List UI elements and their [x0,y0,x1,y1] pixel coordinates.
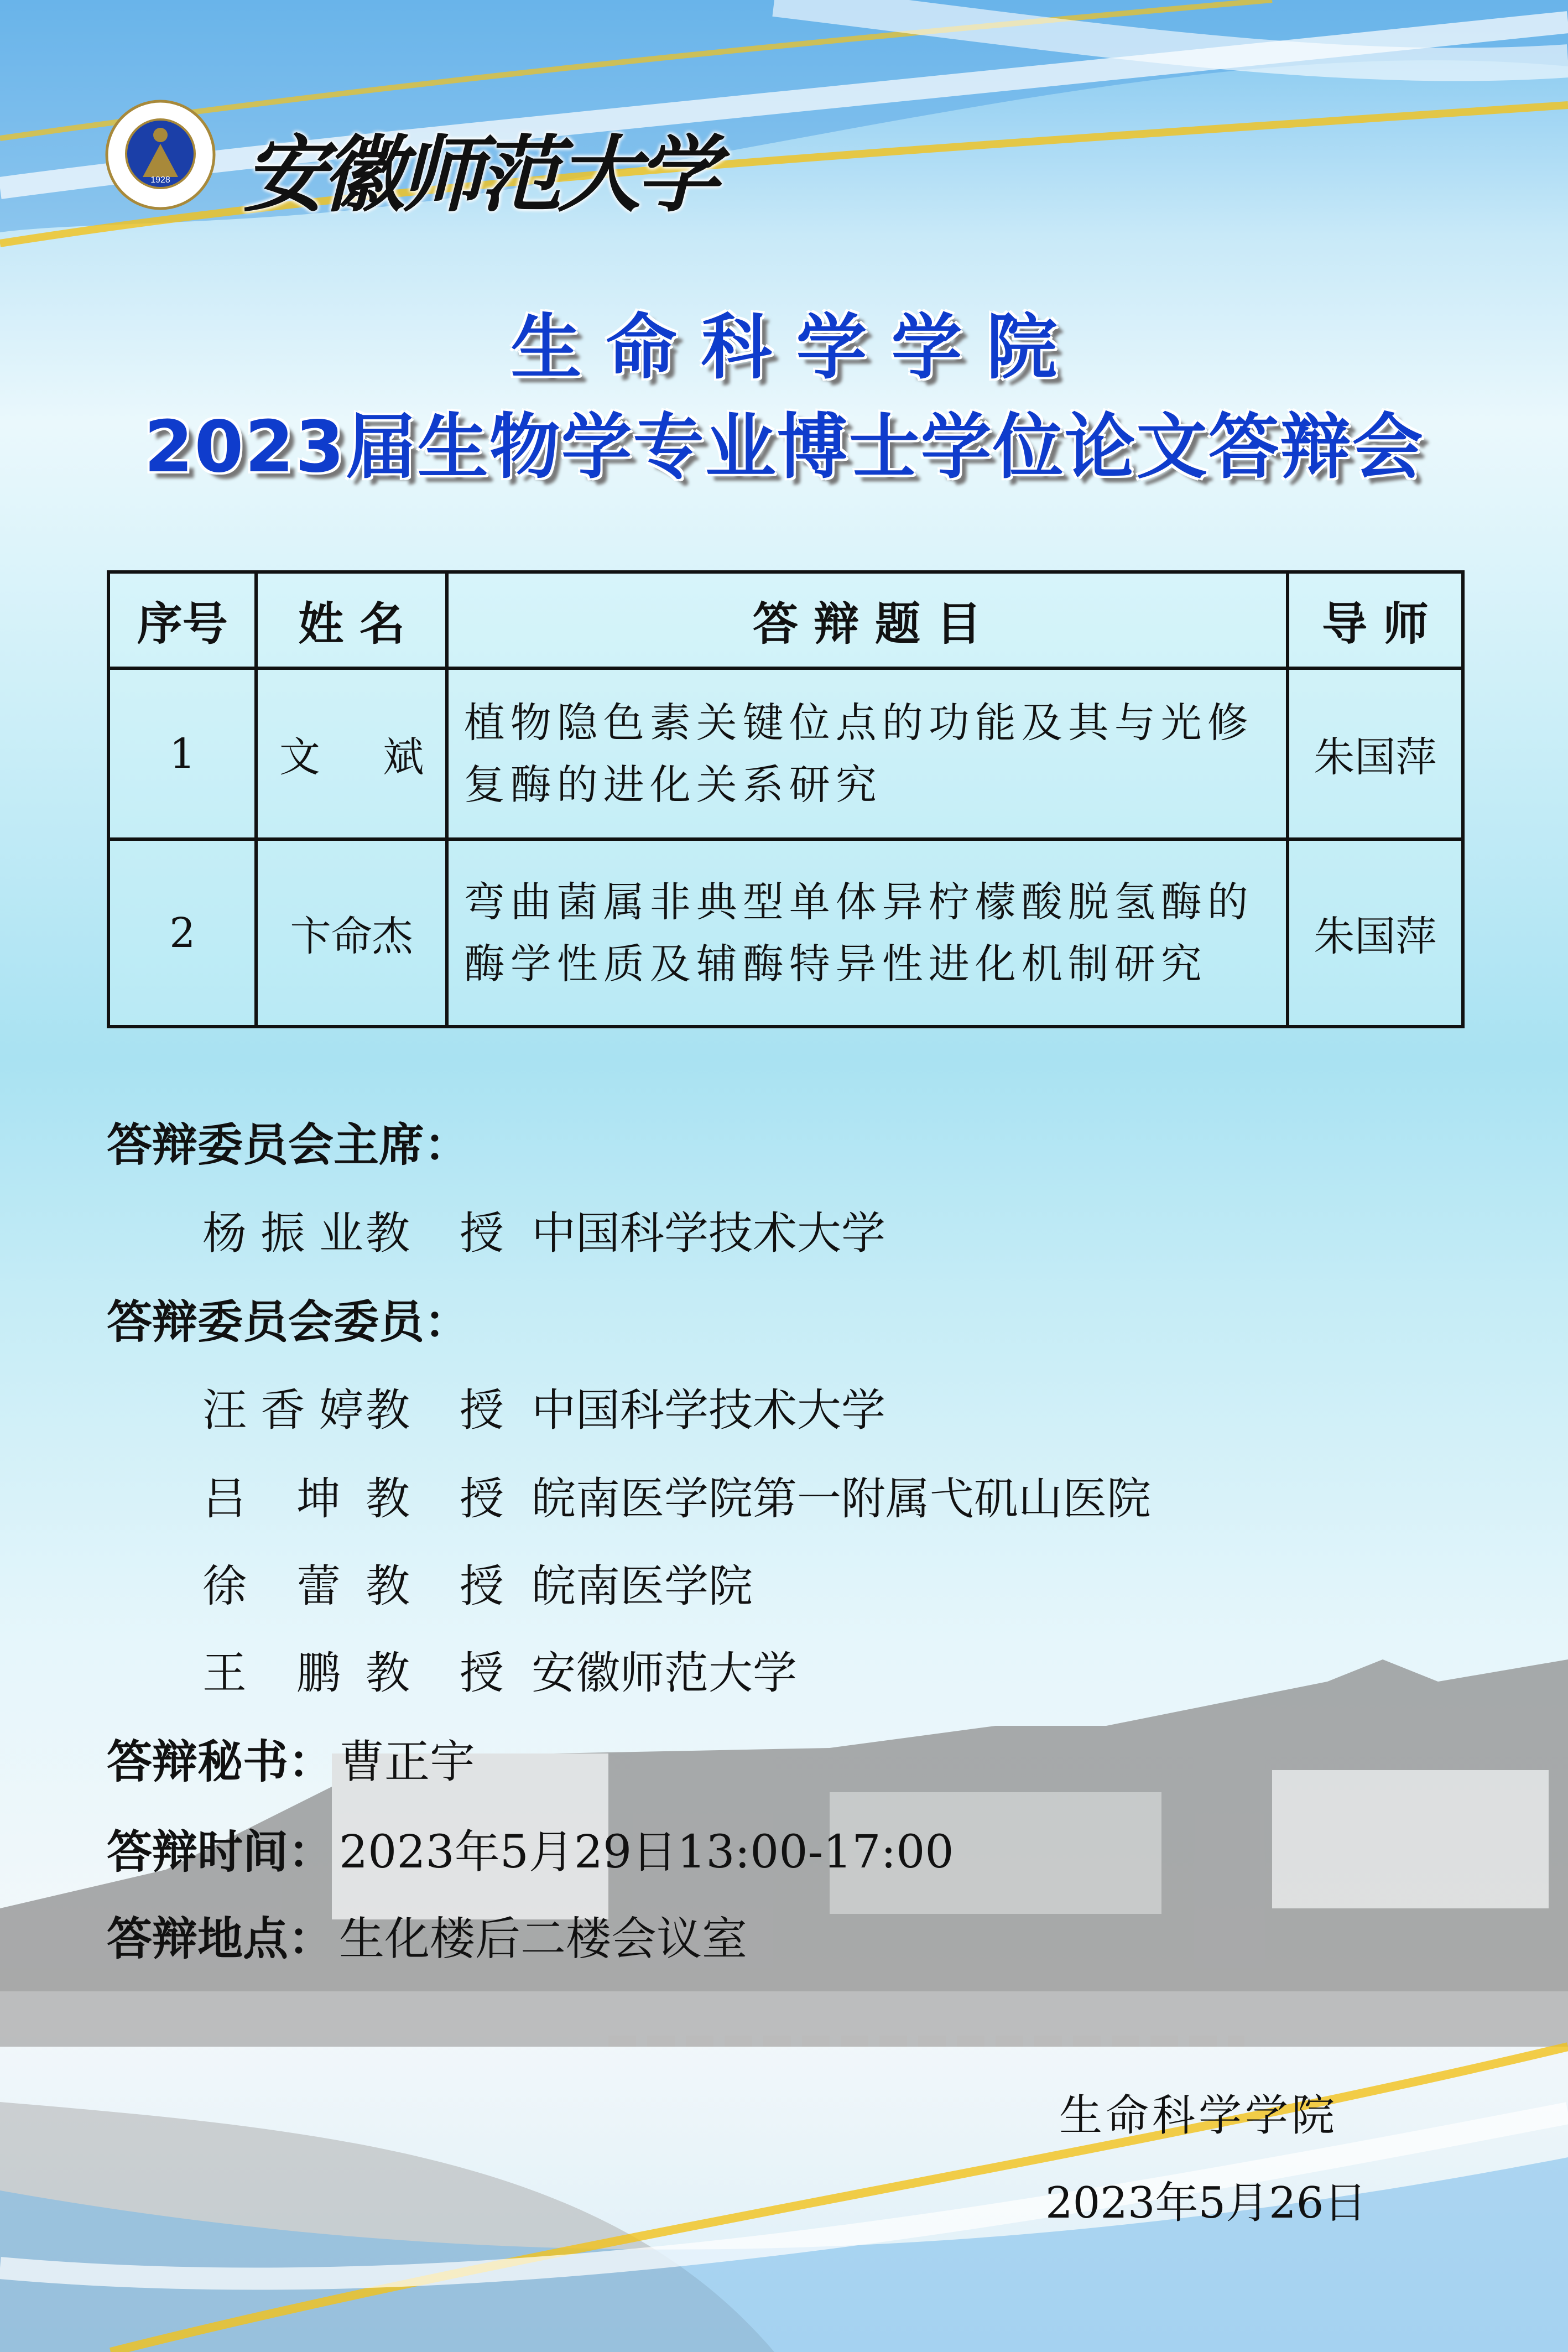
member-org: 皖南医学院 [532,1560,753,1612]
member-name: 吕 坤 [202,1473,341,1524]
chair-entry [202,1198,885,1261]
table-row [108,668,1463,839]
members-label: 答辩委员会委员： [107,1296,470,1349]
member-org: 中国科学技术大学 [532,1385,885,1436]
member-org: 中国科学技术大学 [532,1208,885,1259]
university-seal-logo [105,100,216,210]
cell-topic: 植物隐色素关键位点的功能及其与光修复酶的进化关系研究 [447,668,1288,839]
member-name: 杨 振 业 [202,1208,363,1259]
member-name: 徐 蕾 [202,1560,341,1612]
member-org: 皖南医学院第一附属弋矶山医院 [532,1473,1151,1524]
member-name: 汪 香 婷 [202,1385,363,1436]
place-value: 生化楼后二楼会议室 [339,1913,748,1965]
cell-no: 2 [108,839,256,1027]
cell-no: 1 [108,668,256,839]
page-title-event: 2023届生物学专业博士学位论文答辩会 [144,406,1424,488]
secretary-value: 曹正宇 [339,1736,476,1788]
member-rank: 教 授 [366,1560,504,1612]
place-line [107,1903,747,1968]
member-entry [202,1463,1151,1527]
time-value: 2023年5月29日13:00-17:00 [339,1826,954,1879]
column-header-name: 姓 名 [256,572,446,668]
member-rank: 教 授 [366,1647,504,1699]
secretary-line [107,1726,475,1791]
member-name: 王 鹏 [202,1647,341,1699]
page-title-college: 生命科学学院 [510,306,1082,389]
time-line [107,1816,954,1881]
cell-name: 卞命杰 [256,839,446,1027]
table-header-row [108,572,1463,668]
cell-advisor: 朱国萍 [1288,668,1463,839]
column-header-no: 序号 [108,572,256,668]
member-rank: 教 授 [366,1385,504,1436]
member-entry [202,1550,753,1614]
footer-org: 生命科学学院 [1059,2091,1338,2141]
footer-date: 2023年5月26日 [1045,2178,1367,2228]
cell-name: 文 斌 [256,668,446,839]
cell-topic: 弯曲菌属非典型单体异柠檬酸脱氢酶的酶学性质及辅酶特异性进化机制研究 [447,839,1288,1027]
member-rank: 教 授 [366,1473,504,1524]
cell-advisor: 朱国萍 [1288,839,1463,1027]
place-label: 答辩地点： [107,1913,334,1965]
member-rank: 教 授 [366,1208,504,1259]
table-row [108,839,1463,1027]
member-entry [202,1375,885,1438]
time-label: 答辩时间： [107,1826,334,1879]
defense-schedule-table [107,570,1465,1028]
secretary-label: 答辩秘书： [107,1736,334,1788]
member-entry [202,1637,797,1701]
column-header-advisor: 导 师 [1288,572,1463,668]
svg-text:1928: 1928 [150,175,170,185]
chair-label: 答辩委员会主席： [107,1119,470,1172]
university-wordmark: 安徽师范大学 [243,126,715,223]
column-header-topic: 答 辩 题 目 [447,572,1288,668]
member-org: 安徽师范大学 [532,1647,797,1699]
